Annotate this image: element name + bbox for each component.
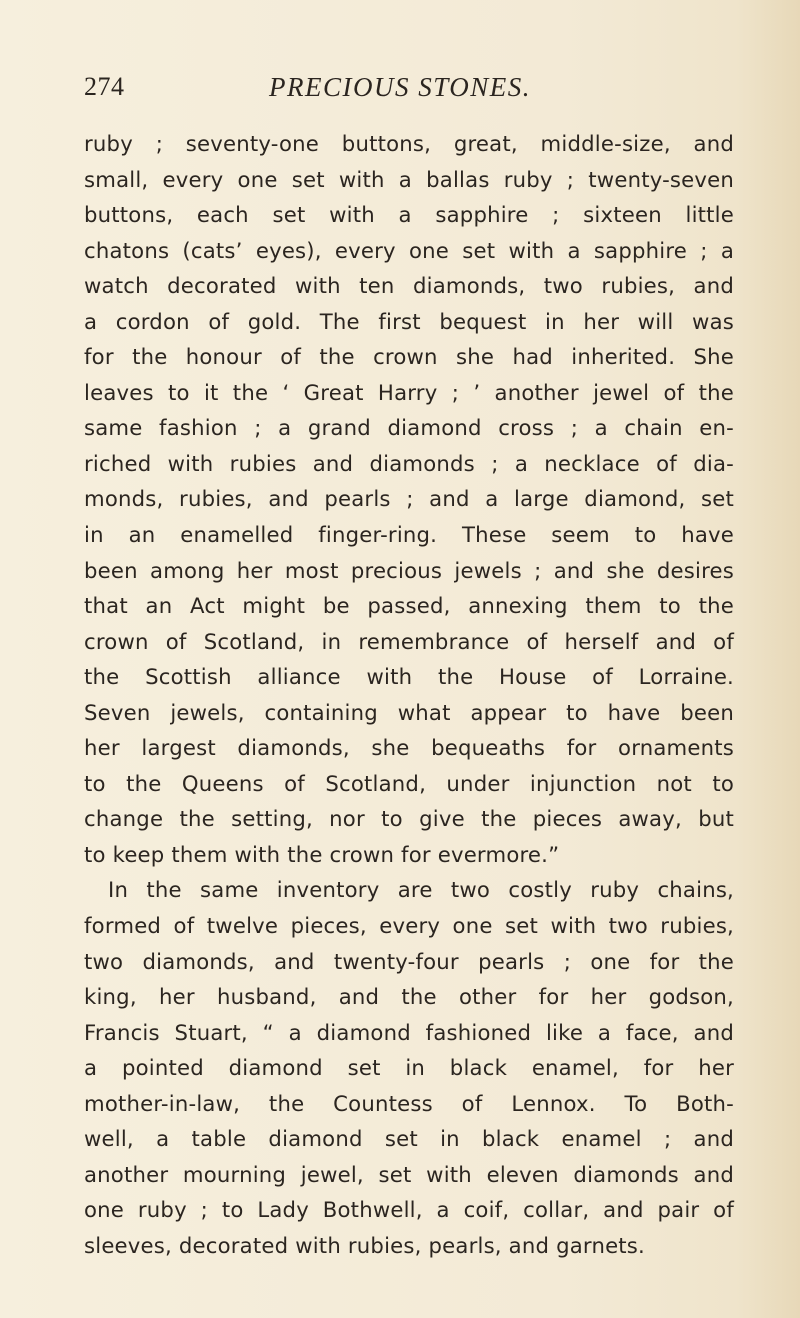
text-line: sleeves, decorated with rubies, pearls, and garnets. (84, 1232, 645, 1258)
text-line: another mourning jewel, set with eleven diamonds and (84, 1161, 734, 1187)
text-line: In the same inventory are two costly ruby chains, (108, 877, 734, 903)
text-line: small, every one set with a ballas ruby ; twenty-seven (84, 166, 734, 192)
text-line: well, a table diamond set in black enamel ; and (84, 1126, 734, 1152)
text-line: a cordon of gold. The first bequest in her will was (84, 308, 734, 334)
text-line: monds, rubies, and pearls ; and a large diamond, set (84, 486, 734, 512)
text-line: a pointed diamond set in black enamel, for her (84, 1055, 734, 1081)
body-text (84, 126, 734, 1264)
running-title: PRECIOUS STONES. (268, 72, 531, 102)
text-line: Seven jewels, containing what appear to have been (84, 699, 734, 725)
text-line: king, her husband, and the other for her godson, (84, 984, 734, 1010)
text-line: in an enamelled finger-ring. These seem to have (84, 522, 734, 548)
text-line: change the setting, nor to give the pieces away, but (84, 806, 734, 832)
text-line: same fashion ; a grand diamond cross ; a chain en- (84, 415, 734, 441)
text-line: Francis Stuart, “ a diamond fashioned like a face, and (84, 1019, 734, 1045)
text-line: to the Queens of Scotland, under injunction not to (84, 770, 734, 796)
page-number: 274 (84, 72, 125, 101)
text-line: that an Act might be passed, annexing them to the (84, 593, 734, 619)
text-line: one ruby ; to Lady Bothwell, a coif, collar, and pair of (84, 1197, 734, 1223)
text-line: the Scottish alliance with the House of Lorraine. (84, 664, 734, 690)
text-line: watch decorated with ten diamonds, two rubies, and (84, 273, 734, 299)
text-line: been among her most precious jewels ; and she desires (84, 557, 734, 583)
text-line: ruby ; seventy-one buttons, great, middle-size, and (84, 131, 734, 156)
text-line: riched with rubies and diamonds ; a necklace of dia- (84, 450, 734, 476)
text-line: buttons, each set with a sapphire ; sixteen little (84, 202, 734, 228)
page-header (0, 72, 800, 116)
text-line: for the honour of the crown she had inherited. She (84, 344, 734, 370)
text-line: formed of twelve pieces, every one set with two rubies, (84, 913, 734, 939)
text-line: mother-in-law, the Countess of Lennox. To Both- (84, 1090, 734, 1116)
text-line: to keep them with the crown for evermore.” (84, 841, 560, 867)
text-line: chatons (cats’ eyes), every one set with a sapphire ; a (84, 237, 734, 263)
text-line: leaves to it the ‘ Great Harry ; ’ another jewel of the (84, 379, 734, 405)
text-line: her largest diamonds, she bequeaths for ornaments (84, 735, 734, 761)
text-line: two diamonds, and twenty-four pearls ; one for the (84, 948, 734, 974)
text-line: crown of Scotland, in remembrance of herself and of (84, 628, 734, 654)
